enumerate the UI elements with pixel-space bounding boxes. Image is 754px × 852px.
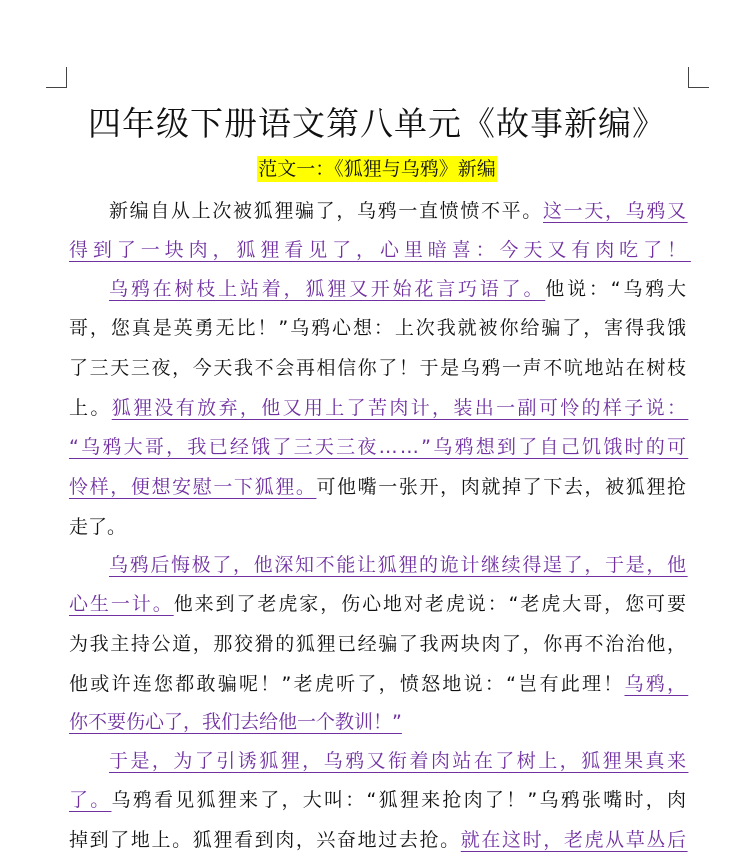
underlined-text-segment: 乌鸦在树枝上站着，狐狸又开始花言巧语了。 <box>109 278 546 300</box>
text-segment: 他说：“乌鸦大 <box>545 278 689 300</box>
text-segment: 他来到了老虎家，伤心地对老虎说：“老虎大哥，您可要 <box>173 593 688 615</box>
text-segment: 了三天三夜，今天我不会再相信你了！于是乌鸦一声不吭地站在树枝 <box>69 357 688 379</box>
underlined-text-segment: 于是，为了引诱狐狸，乌鸦又衔着肉站在了树上，狐狸果真来 <box>109 750 689 772</box>
page-corner-mark-top-left <box>46 67 67 88</box>
document-title: 四年级下册语文第八单元《故事新编》 <box>88 104 666 143</box>
essay-line <box>69 515 126 539</box>
page-corner-mark-top-right <box>688 67 709 88</box>
essay-line <box>109 199 688 223</box>
essay-line <box>69 316 688 340</box>
essay-line <box>69 592 688 616</box>
essay-line <box>69 396 688 420</box>
text-segment: 为我主持公道，那狡猾的狐狸已经骗了我两块肉了，你再不治治他， <box>69 633 688 655</box>
text-segment: 走了。 <box>69 516 127 538</box>
text-segment: 乌鸦看见狐狸来了，大叫：“狐狸来抢肉了！”乌鸦张嘴时，肉 <box>111 789 689 811</box>
underlined-text-segment: 乌鸦， <box>624 673 689 695</box>
subtitle-container <box>0 156 754 182</box>
underlined-text-segment: 乌鸦后悔极了，他深知不能让狐狸的诡计继续得逞了，于是，他 <box>109 554 688 576</box>
underlined-text-segment: “乌鸦大哥，我已经饿了三天三夜……”乌鸦想到了自己饥饿时的可 <box>69 436 689 458</box>
text-segment: 可他嘴一张开，肉就掉了下去，被狐狸抢 <box>316 476 688 498</box>
essay-line <box>69 435 688 459</box>
essay-line <box>69 356 688 380</box>
text-segment: 他或许连您都敢骗呢！”老虎听了，愤怒地说：“岂有此理！ <box>69 673 625 695</box>
essay-line <box>69 672 688 696</box>
text-segment: 掉到了地上。狐狸看到肉，兴奋地过去抢。 <box>69 829 461 851</box>
essay-line <box>69 828 688 852</box>
underlined-text-segment: 了。 <box>69 789 112 811</box>
underlined-text-segment: 怜样，便想安慰一下狐狸。 <box>69 476 317 498</box>
essay-line <box>69 710 402 734</box>
essay-subtitle-highlighted: 范文一：《狐狸与乌鸦》新编 <box>258 158 496 180</box>
essay-line <box>69 238 691 262</box>
essay-line <box>109 553 688 577</box>
text-segment: 上。 <box>69 397 112 419</box>
essay-line <box>69 475 688 499</box>
essay-line <box>109 277 689 301</box>
essay-line <box>109 749 688 773</box>
text-segment: 新编自从上次被狐狸骗了，乌鸦一直愤愤不平。 <box>109 200 543 222</box>
underlined-text-segment: 就在这时，老虎从草丛后 <box>460 829 688 851</box>
underlined-text-segment: 狐狸没有放弃，他又用上了苦肉计，装出一副可怜的样子说： <box>111 397 689 419</box>
essay-line <box>69 788 688 812</box>
underlined-text-segment: 你不要伤心了，我们去给他一个教训！” <box>69 711 402 733</box>
underlined-text-segment: 心生一计。 <box>69 593 174 615</box>
underlined-text-segment: 得到了一块肉，狐狸看见了，心里暗喜：今天又有肉吃了！ <box>69 239 691 261</box>
text-segment: 哥，您真是英勇无比！”乌鸦心想：上次我就被你给骗了，害得我饿 <box>69 317 688 339</box>
underlined-text-segment: 这一天，乌鸦又 <box>542 200 688 222</box>
essay-line <box>69 632 688 656</box>
